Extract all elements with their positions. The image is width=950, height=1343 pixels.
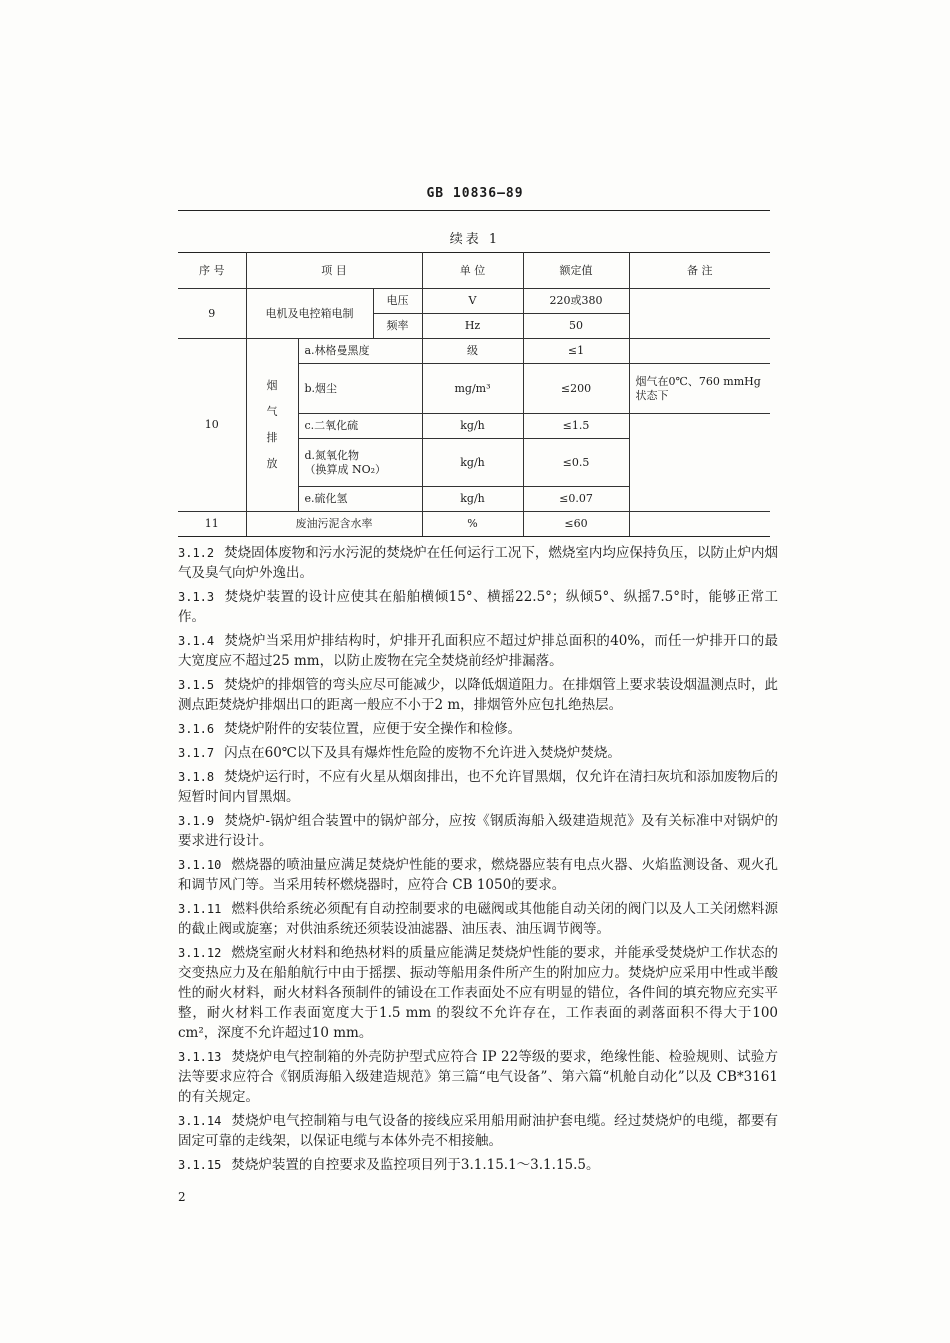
th-rated: 额定值	[523, 253, 629, 289]
clause-text: 燃烧器的喷油量应满足焚烧炉性能的要求，燃烧器应装有电点火器、火焰监测设备、观火孔和调节风门等。当采用转杯燃烧器时，应符合 CB 1050的要求。	[178, 857, 778, 893]
row10-item-d-line2: （换算成 NO₂）	[304, 462, 387, 476]
row10-group-char: 气	[266, 405, 278, 418]
clause-3-1-13	[178, 1047, 778, 1107]
row10-item-d-line1: d.氮氧化物	[304, 448, 360, 462]
clause-number: 3.1.4	[178, 634, 215, 648]
row10-group-char: 放	[266, 457, 278, 470]
clause-text: 焚烧炉的排烟管的弯头应尽可能减少，以降低烟道阻力。在排烟管上要求装设烟温测点时，此测点距焚烧炉排烟出口的距离一般应不小于2 m，排烟管外应包扎绝热层。	[178, 677, 778, 713]
header-rule	[178, 210, 770, 211]
row10-val-e: ≤0.07	[523, 487, 629, 512]
row11-unit: %	[422, 512, 523, 537]
clause-number: 3.1.3	[178, 590, 215, 604]
clause-text: 焚烧固体废物和污水污泥的焚烧炉在任何运行工况下，燃烧室内均应保持负压，以防止炉内烟气及臭气向炉外逸出。	[178, 545, 778, 581]
row10-item-a: a.林格曼黑度	[298, 339, 422, 364]
row10-item-e: e.硫化氢	[298, 487, 422, 512]
row10-unit-c: kg/h	[422, 414, 523, 439]
clause-3-1-12	[178, 943, 778, 1043]
row10-seq: 10	[178, 339, 246, 512]
row10-val-d: ≤0.5	[523, 439, 629, 487]
clause-number: 3.1.12	[178, 946, 222, 960]
row10-unit-b: mg/m³	[422, 364, 523, 414]
clause-number: 3.1.10	[178, 858, 222, 872]
clause-3-1-10	[178, 855, 778, 895]
clause-text: 焚烧炉运行时，不应有火星从烟囱排出，也不允许冒黑烟，仅允许在清扫灰坑和添加废物后的短暂时间内冒黑烟。	[178, 769, 778, 805]
table-caption: 续表 1	[449, 232, 501, 247]
clause-text: 闪点在60℃以下及具有爆炸性危险的废物不允许进入焚烧炉焚烧。	[224, 745, 621, 761]
clause-3-1-4	[178, 631, 778, 671]
row10-unit-e: kg/h	[422, 487, 523, 512]
clause-number: 3.1.14	[178, 1114, 222, 1128]
row10-note-a	[629, 339, 770, 364]
row9-note	[629, 289, 770, 339]
row9-val-voltage: 220或380	[523, 289, 629, 314]
row11-note	[629, 512, 770, 537]
page-number: 2	[178, 1190, 186, 1204]
th-note: 备 注	[629, 253, 770, 289]
row11-item: 废油污泥含水率	[246, 512, 422, 537]
table-row	[178, 289, 770, 314]
row9-seq: 9	[178, 289, 246, 339]
clause-3-1-2	[178, 543, 778, 583]
clause-3-1-6	[178, 719, 778, 739]
row10-note: 烟气在0℃、760 mmHg状态下	[629, 364, 770, 414]
row10-item-b: b.烟尘	[298, 364, 422, 414]
row9-sub-voltage: 电压	[373, 289, 422, 314]
row9-sub-frequency: 频率	[373, 314, 422, 339]
clause-number: 3.1.9	[178, 814, 215, 828]
clause-number: 3.1.8	[178, 770, 215, 784]
row10-unit-a: 级	[422, 339, 523, 364]
clause-text: 焚烧炉-锅炉组合装置中的锅炉部分，应按《钢质海船入级建造规范》及有关标准中对锅炉的要求进行设计。	[178, 813, 778, 849]
clause-text: 焚烧炉电气控制箱的外壳防护型式应符合 IP 22等级的要求，绝缘性能、检验规则、试验方法等要求应符合《钢质海船入级建造规范》第三篇“电气设备”、第六篇“机舱自动化”以及 CB*3161的有关规定。	[178, 1049, 778, 1105]
table-header-row	[178, 253, 770, 289]
clause-text: 燃烧室耐火材料和绝热材料的质量应能满足焚烧炉性能的要求，并能承受焚烧炉工作状态的交变热应力及在船舶航行中由于摇摆、振动等船用条件所产生的附加应力。焚烧炉应采用中性或半酸性的耐火材料，耐火材料各预制件的铺设在工作表面处不应有明显的错位，各件间的填充物应充实平整，耐火材料工作表面宽度大于1.5 mm 的裂纹不允许存在，工作表面的剥落面积不得大于100 cm²，深度不允许超过10 mm。	[178, 945, 778, 1041]
clause-number: 3.1.13	[178, 1050, 222, 1064]
clause-text: 焚烧炉装置的设计应使其在船舶横倾15°、横摇22.5°；纵倾5°、纵摇7.5°时，能够正常工作。	[178, 589, 778, 625]
row11-val: ≤60	[523, 512, 629, 537]
clauses	[178, 543, 778, 1179]
row10-val-c: ≤1.5	[523, 414, 629, 439]
document-code-header: GB 10836—89	[426, 186, 524, 201]
clause-number: 3.1.7	[178, 746, 215, 760]
clause-text: 焚烧炉附件的安装位置，应便于安全操作和检修。	[224, 721, 522, 737]
clause-3-1-14	[178, 1111, 778, 1151]
clause-3-1-5	[178, 675, 778, 715]
clause-number: 3.1.5	[178, 678, 215, 692]
row10-unit-d: kg/h	[422, 439, 523, 487]
row9-val-frequency: 50	[523, 314, 629, 339]
clause-text: 焚烧炉电气控制箱与电气设备的接线应采用船用耐油护套电缆。经过焚烧炉的电缆，都要有固定可靠的走线架，以保证电缆与本体外壳不相接触。	[178, 1113, 778, 1149]
row9-item: 电机及电控箱电制	[246, 289, 373, 339]
spec-table	[178, 252, 770, 537]
clause-3-1-7	[178, 743, 778, 763]
th-seq: 序 号	[178, 253, 246, 289]
clause-number: 3.1.11	[178, 902, 222, 916]
clause-3-1-3	[178, 587, 778, 627]
table-row	[178, 339, 770, 364]
row10-group-char: 排	[266, 431, 278, 444]
clause-3-1-15	[178, 1155, 778, 1175]
clause-text: 焚烧炉当采用炉排结构时，炉排开孔面积应不超过炉排总面积的40%，而任一炉排开口的最大宽度应不超过25 mm，以防止废物在完全焚烧前经炉排漏落。	[178, 633, 778, 669]
clause-number: 3.1.6	[178, 722, 215, 736]
row11-seq: 11	[178, 512, 246, 537]
th-item: 项 目	[246, 253, 422, 289]
row10-val-b: ≤200	[523, 364, 629, 414]
clause-number: 3.1.2	[178, 546, 215, 560]
clause-text: 焚烧炉装置的自控要求及监控项目列于3.1.15.1～3.1.15.5。	[231, 1157, 600, 1173]
row10-group-char: 烟	[266, 379, 278, 392]
table-row	[178, 512, 770, 537]
row10-item-d	[298, 439, 422, 487]
row9-unit-frequency: Hz	[422, 314, 523, 339]
clause-number: 3.1.15	[178, 1158, 222, 1172]
row9-unit-voltage: V	[422, 289, 523, 314]
row10-note-cde	[629, 414, 770, 512]
row10-item-c: c.二氧化硫	[298, 414, 422, 439]
row10-val-a: ≤1	[523, 339, 629, 364]
clause-3-1-8	[178, 767, 778, 807]
clause-3-1-11	[178, 899, 778, 939]
clause-3-1-9	[178, 811, 778, 851]
row10-group	[246, 339, 298, 512]
clause-text: 燃料供给系统必须配有自动控制要求的电磁阀或其他能自动关闭的阀门以及人工关闭燃料源的截止阀或旋塞；对供油系统还须装设油滤器、油压表、油压调节阀等。	[178, 901, 778, 937]
th-unit: 单 位	[422, 253, 523, 289]
